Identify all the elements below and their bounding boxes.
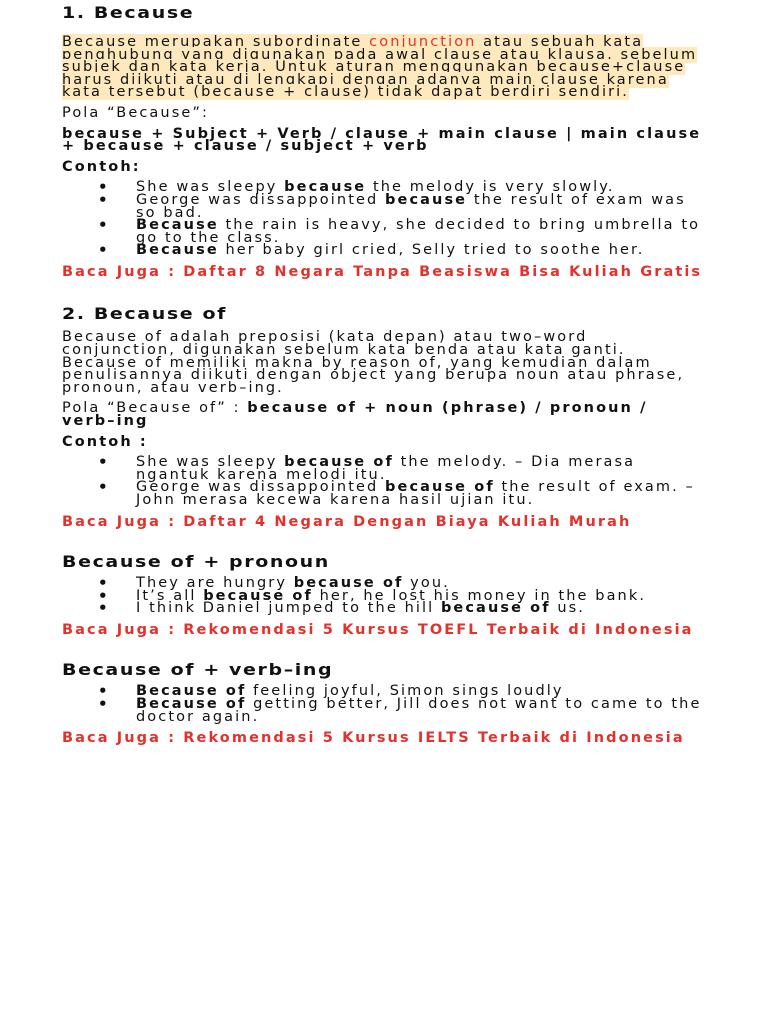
list-item: • I think Daniel jumped to the hill because of us. bbox=[136, 602, 708, 615]
list-item: • George was dissappointed because the result of exam was so bad. bbox=[136, 194, 708, 219]
section-heading-because-of-verb-ing: Because of + verb–ing bbox=[62, 661, 334, 680]
list-item: • It’s all because of her, he lost his money in the bank. bbox=[136, 590, 708, 603]
section-heading-because-of: 2. Because of bbox=[62, 305, 227, 324]
pola-because-of: Pola “Because of” : because of + noun (phrase) / pronoun / verb–ing bbox=[62, 400, 648, 429]
baca-juga-link[interactable]: Baca Juga : Daftar 8 Negara Tanpa Beasiswa Bisa Kuliah Gratis bbox=[62, 263, 703, 280]
pola-formula: because + Subject + Verb / clause + main clause | main clause + because + clause / subject + verb bbox=[62, 125, 702, 155]
baca-juga-link[interactable]: Baca Juga : Rekomendasi 5 Kursus IELTS Terbaik di Indonesia bbox=[62, 730, 685, 747]
list-item: • George was dissappointed because of the result of exam. – John merasa kecewa karena hasil ujian itu. bbox=[136, 481, 708, 506]
because-of-definition: Because of adalah preposisi (kata depan) atau two–word conjunction, digunakan sebelum kata benda atau kata ganti. Because of memiliki makna by reason of, yang kemudian dalam penulisannya diikuti dengan object yang berupa noun atau phrase, pronoun, atau verb–ing. bbox=[62, 329, 685, 396]
pola-label: Pola “Because”: bbox=[62, 104, 209, 121]
list-item: • Because the rain is heavy, she decided to bring umbrella to go to the class. bbox=[136, 219, 708, 244]
list-item: • She was sleepy because the melody is very slowly. bbox=[136, 181, 708, 194]
example-list bbox=[62, 181, 708, 257]
baca-juga-link[interactable]: Baca Juga : Rekomendasi 5 Kursus TOEFL Terbaik di Indonesia bbox=[62, 621, 694, 638]
contoh-label: Contoh: bbox=[62, 158, 141, 175]
because-definition: Because merupakan subordinate conjunction atau sebuah kata penghubung yang digunakan pada awal clause atau klausa, sebelum subjek dan kata kerja. Untuk aturan menggunakan because+clause harus diikuti atau di lengkapi dengan adanya main clause karena kata tersebut (because + clause) tidak dapat berdiri sendiri. bbox=[62, 34, 698, 101]
list-item: • She was sleepy because of the melody. – Dia merasa ngantuk karena melodi itu. bbox=[136, 456, 708, 481]
section-heading-because-of-pronoun: Because of + pronoun bbox=[62, 553, 330, 572]
example-list bbox=[62, 456, 708, 506]
section-heading-because: 1. Because bbox=[62, 4, 195, 23]
conjunction-link[interactable]: conjunction bbox=[369, 34, 477, 50]
list-item: • Because of getting better, Jill does not want to came to the doctor again. bbox=[136, 698, 708, 723]
example-list bbox=[62, 577, 708, 615]
baca-juga-link[interactable]: Baca Juga : Daftar 4 Negara Dengan Biaya Kuliah Murah bbox=[62, 513, 632, 530]
example-list bbox=[62, 685, 708, 723]
contoh-label: Contoh : bbox=[62, 433, 148, 450]
list-item: • Because her baby girl cried, Selly tried to soothe her. bbox=[136, 244, 708, 257]
list-item: • Because of feeling joyful, Simon sings loudly bbox=[136, 685, 708, 698]
list-item: • They are hungry because of you. bbox=[136, 577, 708, 590]
